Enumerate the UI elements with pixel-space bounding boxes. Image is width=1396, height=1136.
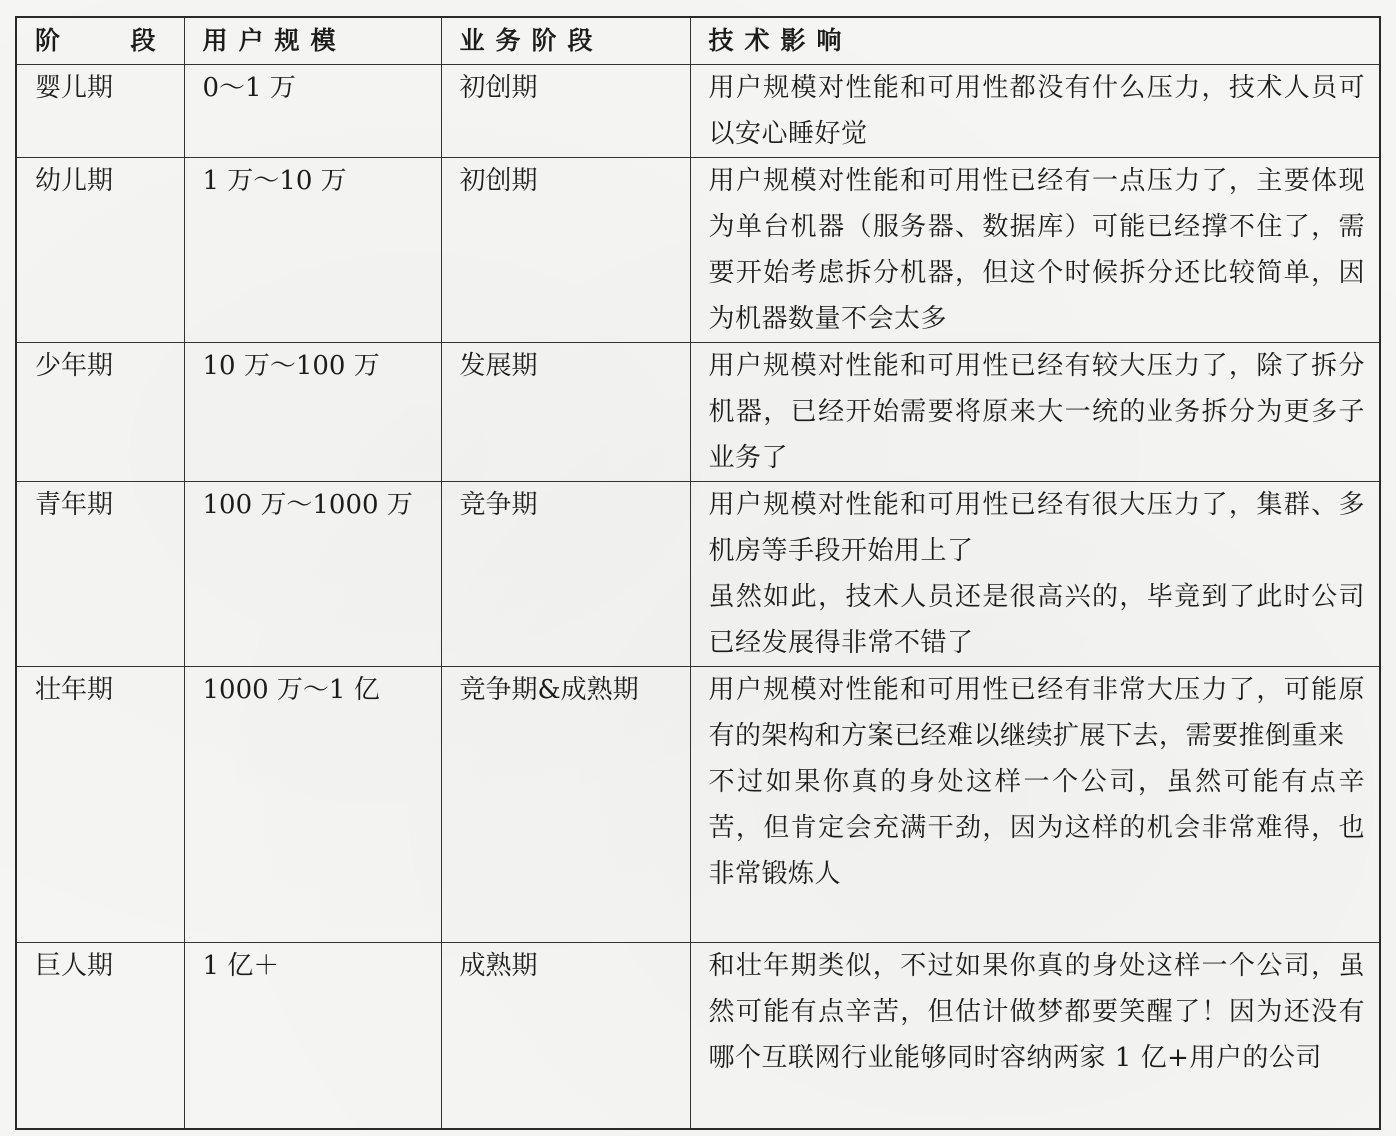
table-row xyxy=(16,65,1380,158)
cell-stage: 少年期 xyxy=(16,343,184,482)
cell-stage: 巨人期 xyxy=(16,943,184,1129)
cell-user-scale: 100 万～1000 万 xyxy=(184,482,441,667)
table-row xyxy=(16,158,1380,343)
cell-user-scale: 10 万～100 万 xyxy=(184,343,441,482)
impact-paragraph: 用户规模对性能和可用性已经有很大压力了，集群、多机房等手段开始用上了 xyxy=(708,490,1365,566)
impact-paragraph: 虽然如此，技术人员还是很高兴的，毕竟到了此时公司已经发展得非常不错了 xyxy=(708,582,1365,658)
cell-tech-impact xyxy=(690,667,1380,943)
cell-tech-impact xyxy=(690,943,1380,1129)
impact-paragraph: 用户规模对性能和可用性已经有非常大压力了，可能原有的架构和方案已经难以继续扩展下去，需要推倒重来 xyxy=(708,675,1365,751)
table-row xyxy=(16,943,1380,1129)
cell-stage: 幼儿期 xyxy=(16,158,184,343)
table-row xyxy=(16,667,1380,943)
header-tech-impact: 技术影响 xyxy=(690,17,1380,65)
cell-business-stage: 发展期 xyxy=(441,343,690,482)
cell-tech-impact xyxy=(690,343,1380,482)
cell-business-stage: 竞争期&成熟期 xyxy=(441,667,690,943)
impact-paragraph: 和壮年期类似，不过如果你真的身处这样一个公司，虽然可能有点辛苦，但估计做梦都要笑醒了！因为还没有哪个互联网行业能够同时容纳两家 1 亿+用户的公司 xyxy=(708,951,1365,1073)
cell-user-scale: 1 万～10 万 xyxy=(184,158,441,343)
header-row xyxy=(16,17,1380,65)
impact-paragraph: 用户规模对性能和可用性已经有一点压力了，主要体现为单台机器（服务器、数据库）可能已经撑不住了，需要开始考虑拆分机器，但这个时候拆分还比较简单，因为机器数量不会太多 xyxy=(708,166,1365,334)
cell-business-stage: 竞争期 xyxy=(441,482,690,667)
cell-user-scale: 1000 万～1 亿 xyxy=(184,667,441,943)
cell-user-scale: 0～1 万 xyxy=(184,65,441,158)
cell-business-stage: 成熟期 xyxy=(441,943,690,1129)
header-business-stage: 业务阶段 xyxy=(441,17,690,65)
header-stage-char-2: 段 xyxy=(130,26,156,55)
header-user-scale: 用户规模 xyxy=(184,17,441,65)
cell-tech-impact xyxy=(690,482,1380,667)
cell-stage: 壮年期 xyxy=(16,667,184,943)
impact-paragraph: 用户规模对性能和可用性已经有较大压力了，除了拆分机器，已经开始需要将原来大一统的业务拆分为更多子业务了 xyxy=(708,351,1365,473)
cell-stage: 青年期 xyxy=(16,482,184,667)
impact-paragraph: 用户规模对性能和可用性都没有什么压力，技术人员可以安心睡好觉 xyxy=(708,73,1365,149)
impact-paragraph: 不过如果你真的身处这样一个公司，虽然可能有点辛苦，但肯定会充满干劲，因为这样的机会非常难得，也非常锻炼人 xyxy=(708,767,1365,889)
cell-business-stage: 初创期 xyxy=(441,65,690,158)
header-stage xyxy=(16,17,184,65)
table-row xyxy=(16,482,1380,667)
cell-tech-impact xyxy=(690,158,1380,343)
table-row xyxy=(16,343,1380,482)
cell-business-stage: 初创期 xyxy=(441,158,690,343)
user-scale-stage-table xyxy=(15,16,1381,1130)
header-stage-char-1: 阶 xyxy=(35,26,61,55)
cell-user-scale: 1 亿＋ xyxy=(184,943,441,1129)
cell-stage: 婴儿期 xyxy=(16,65,184,158)
cell-tech-impact xyxy=(690,65,1380,158)
